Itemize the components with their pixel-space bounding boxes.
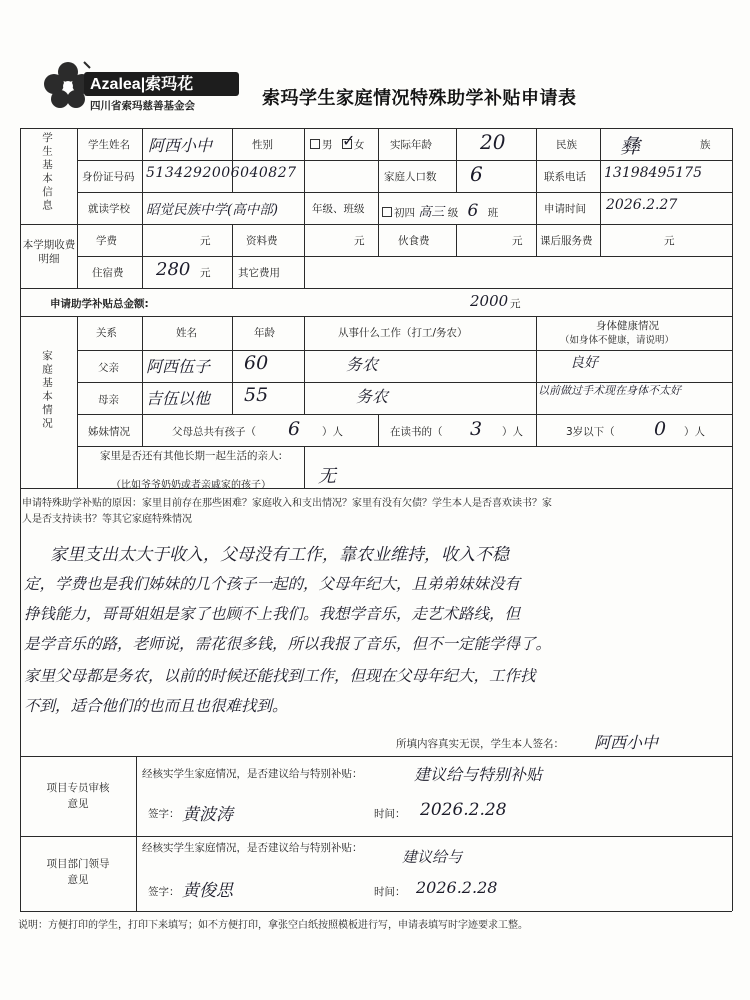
reason-line: 家里父母都是务农，以前的时候还能找到工作，但现在父母年纪大，工作找: [24, 667, 536, 685]
household-label: 家庭人口数: [384, 171, 437, 183]
phone-value[interactable]: 13198495175: [604, 165, 702, 181]
name-value[interactable]: 阿西小中: [148, 136, 213, 155]
logo: [40, 58, 240, 118]
footer-note: 说明：方便打印的学生，打印下来填写；如不方便打印，拿张空白纸按照模板进行写，申请表填写时字迹要求工整。: [18, 920, 528, 931]
declaration-label: 所填内容真实无误，学生本人签名：: [396, 738, 564, 750]
others-value[interactable]: 无: [318, 466, 336, 487]
age-value[interactable]: 20: [480, 130, 506, 154]
father-label: 父亲: [98, 362, 119, 374]
col-health-sub: （如身体不健康，请说明）: [560, 335, 675, 346]
mother-health[interactable]: 以前做过手术现在身体不太好: [538, 384, 681, 397]
logo-brand-cn: 索玛花: [145, 74, 194, 93]
apply-time-value[interactable]: 2026.2.27: [606, 197, 678, 213]
siblings-total-label: 父母总共有孩子（: [172, 426, 256, 438]
review-opinion[interactable]: 建议给与特别补贴: [414, 765, 543, 784]
col-relation: 关系: [96, 327, 117, 339]
approval-signer[interactable]: 黄俊思: [182, 881, 233, 901]
approval-time-label: 时间：: [374, 886, 406, 898]
grade-prefix: 初四: [394, 207, 415, 219]
apply-time-label: 申请时间: [544, 203, 586, 215]
tuition-unit: 元: [200, 235, 211, 247]
siblings-label: 姊妹情况: [88, 426, 130, 438]
review-prompt: 经核实学生家庭情况，是否建议给与特别补贴：: [142, 768, 363, 780]
under3-label: 3岁以下（: [566, 426, 615, 438]
lodging-unit: 元: [200, 267, 211, 279]
gender-options[interactable]: 男 ✓ 女: [310, 137, 364, 152]
review-time-label: 时间：: [374, 808, 406, 820]
female-check-mark: ✓: [342, 131, 356, 150]
id-value[interactable]: 5134292006040827: [146, 165, 297, 181]
siblings-total-value[interactable]: 6: [288, 418, 301, 440]
review-sign-label: 签字：: [148, 808, 180, 820]
name-label: 学生姓名: [88, 139, 130, 151]
school-label: 就读学校: [88, 203, 130, 215]
grade-value: 高三: [418, 205, 445, 220]
logo-brand-en: Azalea|: [90, 76, 146, 93]
reason-line: 挣钱能力，哥哥姐姐是家了也顾不上我们。我想学音乐，走艺术路线，但: [24, 605, 521, 623]
approval-opinion[interactable]: 建议给与: [402, 848, 463, 866]
reason-line: 是学音乐的路，老师说，需花很多钱，所以我报了音乐，但不一定能学得了。: [24, 635, 552, 653]
review-signer[interactable]: 黄波涛: [182, 805, 233, 825]
col-job: 从事什么工作（打工/务农）: [338, 327, 468, 339]
logo-org: 四川省索玛慈善基金会: [90, 100, 195, 112]
review-time[interactable]: 2026.2.28: [420, 800, 507, 820]
class-suffix: 班: [487, 207, 499, 219]
approval-time[interactable]: 2026.2.28: [416, 878, 498, 897]
reason-prompt-line2: 人是否支持读书？等其它家庭特殊情况: [22, 514, 192, 525]
siblings-total-unit: ）人: [322, 426, 343, 438]
materials-label: 资料费: [246, 235, 278, 247]
reason-line: 不到，适合他们的也而且也很难找到。: [24, 697, 288, 715]
reason-line: 定，学费也是我们姊妹的几个孩子一起的，父母年纪大，且弟弟妹妹没有: [24, 575, 521, 593]
ethnicity-suffix: 族: [700, 139, 711, 151]
mother-label: 母亲: [98, 394, 119, 406]
gender-label: 性别: [252, 139, 273, 151]
grade-suffix: 级: [447, 207, 459, 219]
reason-prompt-line1: 申请特殊助学补贴的原因：家里目前存在那些困难？家庭收入和支出情况？家里有没有欠债？学生本人是否喜欢读书？家: [22, 498, 552, 509]
total-label: 申请助学补贴总金额:: [50, 298, 149, 310]
family-section-label: 家庭基本情况: [41, 350, 53, 431]
food-unit: 元: [512, 235, 523, 247]
grade-fields[interactable]: [382, 201, 498, 221]
service-label: 课后服务费: [540, 235, 593, 247]
age-label: 实际年龄: [390, 139, 432, 151]
col-name: 姓名: [176, 327, 197, 339]
under3-unit: ）人: [684, 426, 705, 438]
studying-value[interactable]: 3: [470, 418, 483, 440]
food-label: 伙食费: [398, 235, 430, 247]
col-age: 年龄: [254, 327, 275, 339]
approval-prompt: 经核实学生家庭情况，是否建议给与特别补贴：: [142, 842, 363, 854]
service-unit: 元: [664, 235, 675, 247]
mother-job[interactable]: 务农: [356, 387, 389, 406]
approval-label: 项目部门领导意见: [46, 858, 110, 886]
male-checkbox[interactable]: [310, 139, 320, 149]
others-question-example: （比如爷爷奶奶或者亲戚家的孩子）: [111, 480, 271, 491]
total-value[interactable]: 2000: [470, 292, 509, 310]
ethnicity-label: 民族: [556, 139, 577, 151]
student-signature[interactable]: 阿西小中: [594, 733, 659, 752]
studying-unit: ）人: [502, 426, 523, 438]
grade-checkbox[interactable]: [382, 207, 392, 217]
school-value[interactable]: 昭觉民族中学(高中部): [146, 202, 279, 218]
total-unit: 元: [510, 298, 521, 310]
student-section-label: 学生基本信息: [41, 132, 53, 213]
other-fees-label: 其它费用: [238, 267, 280, 279]
tuition-label: 学费: [96, 235, 117, 247]
others-question: 家里是否还有其他长期一起生活的亲人:: [99, 450, 283, 462]
review-label: 项目专员审核意见: [46, 782, 110, 810]
father-age[interactable]: 60: [244, 352, 269, 374]
lodging-label: 住宿费: [92, 267, 124, 279]
mother-age[interactable]: 55: [244, 384, 269, 406]
father-name[interactable]: 阿西伍子: [146, 357, 211, 376]
materials-unit: 元: [354, 235, 365, 247]
fees-section-label: 本学期收费明细: [22, 239, 76, 265]
father-job[interactable]: 务农: [346, 355, 379, 374]
mother-name[interactable]: 吉伍以他: [146, 389, 211, 408]
id-label: 身份证号码: [82, 171, 135, 183]
lodging-value[interactable]: 280: [156, 259, 191, 280]
grade-label: 年级、班级: [312, 203, 365, 215]
household-value[interactable]: 6: [470, 162, 483, 186]
class-value: 6: [467, 201, 479, 221]
phone-label: 联系电话: [544, 171, 586, 183]
under3-value[interactable]: 0: [654, 418, 667, 440]
form-title: 索玛学生家庭情况特殊助学补贴申请表: [262, 88, 577, 109]
studying-label: 在读书的（: [390, 426, 443, 438]
ethnicity-value[interactable]: 彝: [620, 134, 640, 158]
reason-line: 家里支出太大于收入，父母没有工作，靠农业维持，收入不稳: [50, 545, 509, 565]
father-health[interactable]: 良好: [570, 355, 598, 371]
approval-sign-label: 签字：: [148, 886, 180, 898]
col-health: 身体健康情况: [596, 320, 659, 332]
